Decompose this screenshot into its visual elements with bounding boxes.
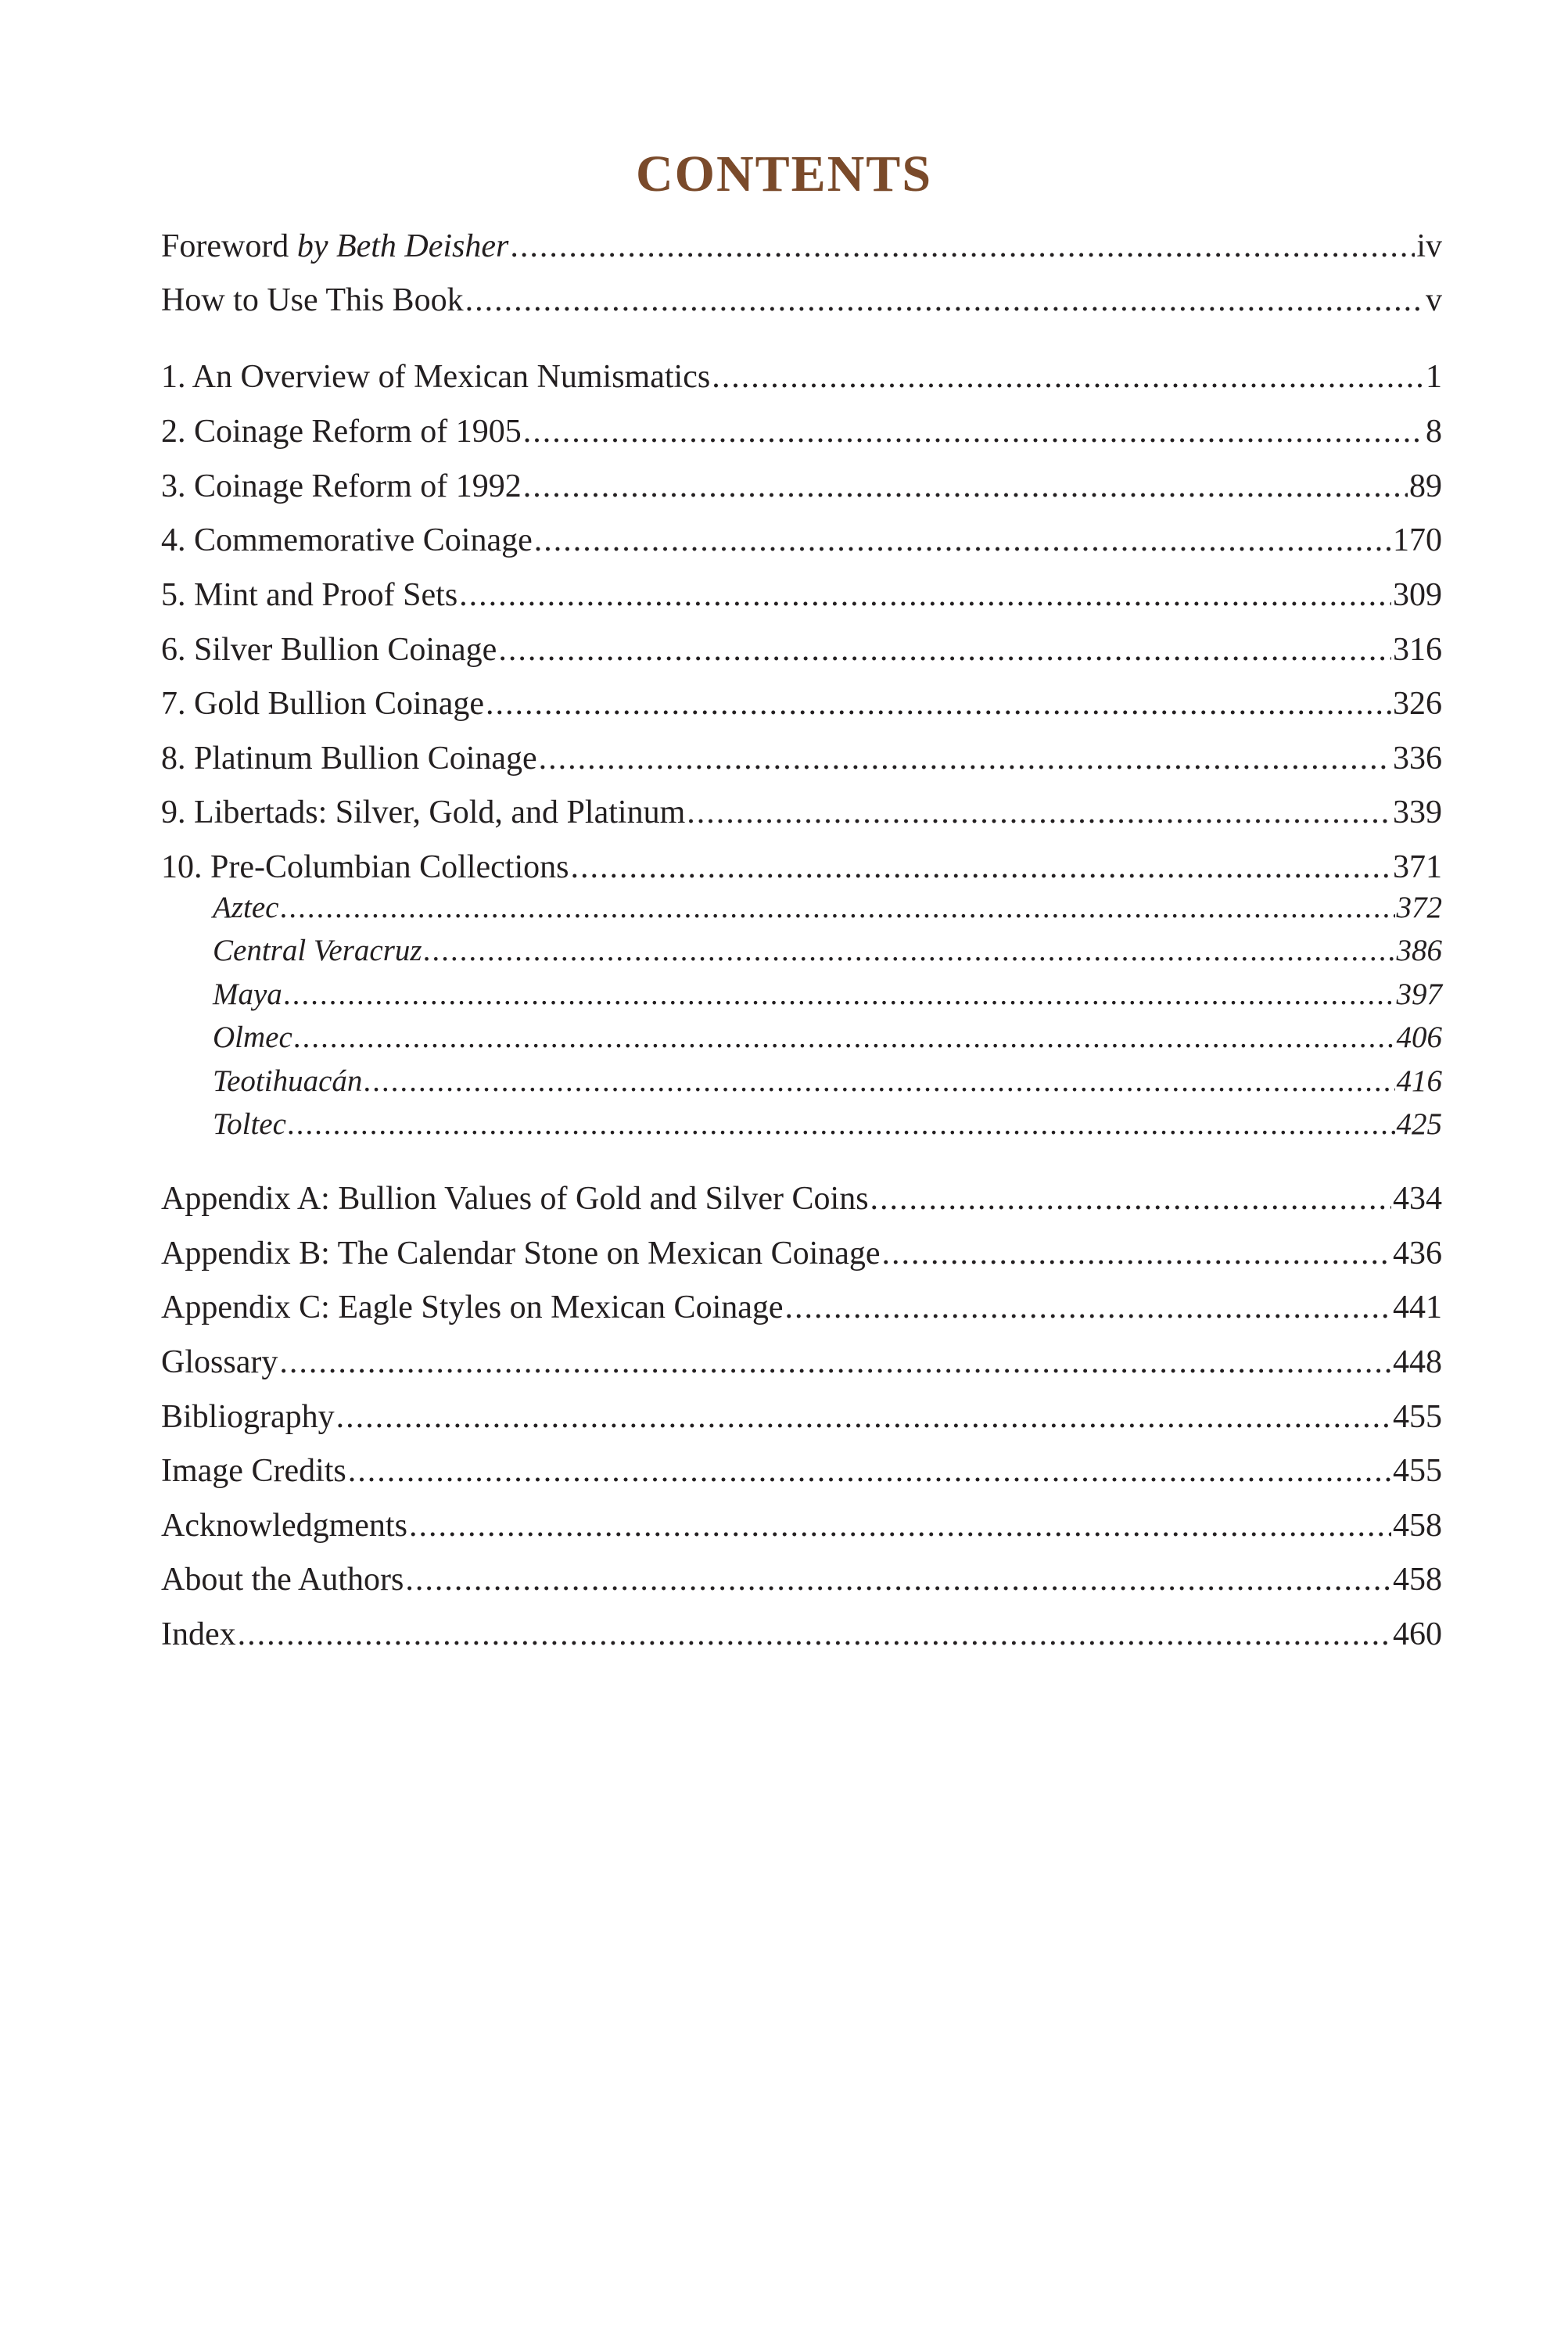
toc-entry-page: 371 [1393, 849, 1442, 885]
dot-leader [785, 1288, 1391, 1327]
toc-entry-page: 455 [1393, 1399, 1442, 1435]
toc-entry-page: 436 [1393, 1236, 1442, 1272]
toc-entry-label: Teotihuacán [213, 1064, 363, 1098]
toc-entry-chapter-1[interactable] [161, 357, 1442, 396]
toc-entry-how-to-use[interactable] [161, 281, 1442, 320]
toc-entry-appendix-a[interactable] [161, 1179, 1442, 1218]
toc-entry-index[interactable] [161, 1615, 1442, 1654]
toc-entry-page: v [1426, 282, 1442, 318]
toc-entry-chapter-4[interactable] [161, 521, 1442, 560]
toc-entry-chapter-10[interactable] [161, 848, 1442, 887]
toc-entry-appendix-b[interactable] [161, 1234, 1442, 1273]
toc-entry-label: How to Use This Book [161, 282, 464, 318]
toc-entry-page: 458 [1393, 1508, 1442, 1544]
dot-leader [523, 412, 1424, 451]
dot-leader [486, 684, 1391, 723]
toc-entry-label: Index [161, 1616, 236, 1652]
toc-entry-page: 336 [1393, 741, 1442, 777]
toc-entry-page: iv [1416, 228, 1442, 264]
toc-entry-page: 339 [1393, 795, 1442, 830]
toc-entry-page: 1 [1426, 359, 1442, 395]
toc-entry-page: 455 [1393, 1453, 1442, 1489]
toc-entry-chapter-6[interactable] [161, 630, 1442, 669]
toc-entry-page: 386 [1396, 934, 1442, 967]
toc-entry-label: Toltec [213, 1107, 286, 1141]
toc-entry-page: 425 [1396, 1107, 1442, 1141]
toc-entry-acknowledgments[interactable] [161, 1506, 1442, 1545]
toc-entry-label: 4. Commemorative Coinage [161, 522, 533, 558]
toc-entry-label: Aztec [213, 891, 279, 924]
toc-entry-appendix-c[interactable] [161, 1288, 1442, 1327]
toc-subentry-olmec[interactable] [213, 1020, 1442, 1056]
toc-entry-page: 434 [1393, 1181, 1442, 1217]
toc-entry-label: Glossary [161, 1344, 278, 1380]
toc-entry-page: 460 [1393, 1616, 1442, 1652]
dot-leader [882, 1234, 1391, 1273]
dot-leader [498, 630, 1391, 669]
dot-leader [288, 1107, 1395, 1143]
dot-leader [712, 357, 1424, 396]
dot-leader [465, 281, 1424, 320]
toc-entry-page: 406 [1396, 1021, 1442, 1054]
toc-entry-chapter-5[interactable] [161, 576, 1442, 615]
toc-entry-label: Olmec [213, 1021, 292, 1054]
toc-entry-page: 448 [1393, 1344, 1442, 1380]
dot-leader [284, 977, 1395, 1013]
dot-leader [459, 576, 1391, 615]
toc-entry-label: Image Credits [161, 1453, 346, 1489]
dot-leader [409, 1506, 1391, 1545]
toc-entry-page: 170 [1393, 522, 1442, 558]
toc-entry-foreword[interactable] [161, 227, 1442, 266]
dot-leader [364, 1064, 1394, 1100]
toc-subentry-central-veracruz[interactable] [213, 933, 1442, 970]
dot-leader [539, 739, 1391, 778]
dot-leader [336, 1397, 1391, 1437]
toc-entry-label: Maya [213, 978, 282, 1011]
toc-entry-page: 397 [1396, 978, 1442, 1011]
toc-entry-label: 10. Pre-Columbian Collections [161, 849, 569, 885]
toc-entry-label: Appendix A: Bullion Values of Gold and Silver Coins [161, 1181, 869, 1217]
toc-entry-chapter-7[interactable] [161, 684, 1442, 723]
dot-leader [523, 467, 1408, 506]
dot-leader [570, 848, 1391, 887]
toc-entry-page: 416 [1396, 1064, 1442, 1098]
toc-entry-label: Acknowledgments [161, 1508, 407, 1544]
dot-leader [510, 227, 1415, 266]
toc-entry-page: 458 [1393, 1562, 1442, 1598]
dot-leader [534, 521, 1391, 560]
toc-subentry-maya[interactable] [213, 977, 1442, 1013]
dot-leader [405, 1560, 1391, 1599]
toc-subentry-aztec[interactable] [213, 890, 1442, 927]
toc-entry-page: 372 [1396, 891, 1442, 924]
toc-entry-label: 9. Libertads: Silver, Gold, and Platinum [161, 795, 686, 830]
toc-entry-label: 2. Coinage Reform of 1905 [161, 414, 522, 450]
toc-subentry-toltec[interactable] [213, 1107, 1442, 1143]
toc-entry-label: Central Veracruz [213, 934, 422, 967]
dot-leader [687, 793, 1391, 832]
toc-entry-page: 89 [1409, 468, 1442, 504]
dot-leader [238, 1615, 1391, 1654]
dot-leader [279, 1343, 1391, 1382]
dot-leader [294, 1020, 1395, 1056]
toc-entry-page: 309 [1393, 577, 1442, 613]
toc-entry-chapter-8[interactable] [161, 739, 1442, 778]
toc-entry-label: About the Authors [161, 1562, 404, 1598]
toc-entry-bibliography[interactable] [161, 1397, 1442, 1437]
toc-entry-label: 6. Silver Bullion Coinage [161, 632, 497, 668]
dot-leader [280, 890, 1394, 927]
toc-entry-label: 3. Coinage Reform of 1992 [161, 468, 522, 504]
dot-leader [424, 933, 1395, 970]
toc-entry-chapter-3[interactable] [161, 467, 1442, 506]
toc-entry-page: 316 [1393, 632, 1442, 668]
toc-entry-page: 8 [1426, 414, 1442, 450]
toc-subentry-teotihuacan[interactable] [213, 1064, 1442, 1100]
toc-entry-chapter-9[interactable] [161, 793, 1442, 832]
toc-entry-label: 5. Mint and Proof Sets [161, 577, 458, 613]
dot-leader [870, 1179, 1391, 1218]
toc-entry-image-credits[interactable] [161, 1451, 1442, 1490]
toc-entry-label: 8. Platinum Bullion Coinage [161, 741, 537, 777]
toc-entry-page: 326 [1393, 686, 1442, 722]
toc-entry-label: 1. An Overview of Mexican Numismatics [161, 359, 711, 395]
toc-entry-about-authors[interactable] [161, 1560, 1442, 1599]
dot-leader [348, 1451, 1391, 1490]
toc-entry-page: 441 [1393, 1290, 1442, 1325]
page-title: CONTENTS [635, 145, 933, 203]
toc-entry-label: Foreword by Beth Deisher [161, 228, 509, 264]
toc-entry-label: Appendix C: Eagle Styles on Mexican Coinage [161, 1290, 784, 1325]
toc-entry-chapter-2[interactable] [161, 412, 1442, 451]
toc-entry-glossary[interactable] [161, 1343, 1442, 1382]
toc-entry-label: Appendix B: The Calendar Stone on Mexican Coinage [161, 1236, 881, 1272]
toc-entry-label: 7. Gold Bullion Coinage [161, 686, 484, 722]
toc-entry-label: Bibliography [161, 1399, 335, 1435]
